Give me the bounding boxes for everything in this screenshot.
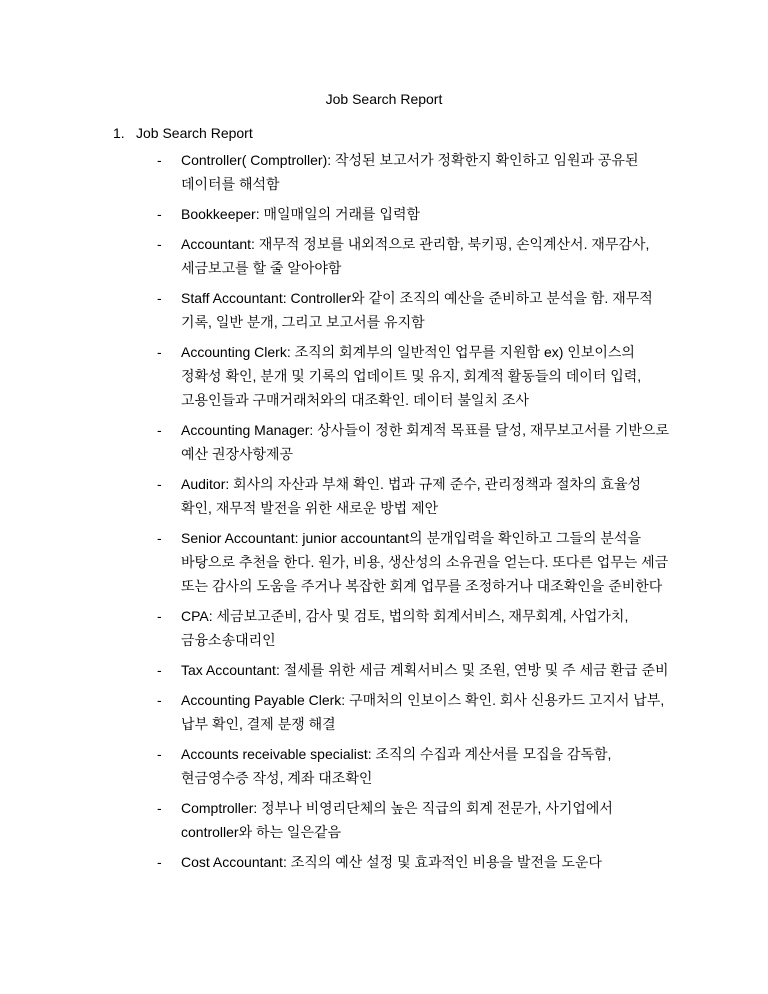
list-item-text: Controller( Comptroller): 작성된 보고서가 정확한지 확인하고 임원과 공유된 데이터를 해석함 bbox=[181, 152, 639, 192]
list-item-text: Accounts receivable specialist: 조직의 수집과 계산서를 모집을 감독함, 현금영수증 작성, 계좌 대조확인 bbox=[181, 746, 612, 786]
bullet-dash: - bbox=[157, 854, 162, 870]
document-title: Job Search Report bbox=[325, 91, 443, 107]
bullet-dash: - bbox=[157, 476, 162, 492]
bullet-dash: - bbox=[157, 206, 162, 222]
bullet-dash: - bbox=[157, 236, 162, 252]
list-item-text: Accountant: 재무적 정보를 내외적으로 관리함, 북키핑, 손익계산서. 재무감사, 세금보고를 할 줄 알아야함 bbox=[181, 236, 650, 276]
list-item bbox=[0, 340, 681, 412]
section-heading-text: Job Search Report bbox=[136, 125, 253, 141]
list-item bbox=[0, 796, 681, 844]
list-item bbox=[0, 148, 681, 196]
section-heading bbox=[113, 124, 253, 142]
bullet-dash: - bbox=[157, 152, 162, 168]
list-item-text: CPA: 세금보고준비, 감사 및 검토, 법의학 회계서비스, 재무회계, 사업가치, 금융소송대리인 bbox=[181, 608, 629, 648]
list-item bbox=[0, 604, 681, 652]
list-item-text: Comptroller: 정부나 비영리단체의 높은 직급의 회계 전문가, 사기업에서 controller와 하는 일은같음 bbox=[181, 800, 613, 840]
list-item-text: Cost Accountant: 조직의 예산 설정 및 효과적인 비용을 발전을 도운다 bbox=[181, 854, 602, 870]
bullet-dash: - bbox=[157, 662, 162, 678]
list-item-text: Tax Accountant: 절세를 위한 세금 계획서비스 및 조원, 연방 및 주 세금 환급 준비 bbox=[181, 662, 669, 678]
list-item bbox=[0, 526, 681, 598]
bullet-dash: - bbox=[157, 608, 162, 624]
section-number: 1. bbox=[113, 125, 125, 141]
list-item bbox=[0, 286, 681, 334]
bullet-dash: - bbox=[157, 692, 162, 708]
list-item-text: Senior Accountant: junior accountant의 분개입력을 확인하고 그들의 분석을 바탕으로 추천을 한다. 원가, 비용, 생산성의 소유권을 얻는다. 또다른 업무는 세금 또는 감사의 도움을 주거나 복잡한 회계 업무를 조정하거나 대조확인을 준비한다 bbox=[181, 530, 669, 594]
list-item-text: Staff Accountant: Controller와 같이 조직의 예산을 준비하고 분석을 함. 재무적 기록, 일반 분개, 그리고 보고서를 유지함 bbox=[181, 290, 653, 330]
list-item-text: Auditor: 회사의 자산과 부채 확인. 법과 규제 준수, 관리정책과 절차의 효율성 확인, 재무적 발전을 위한 새로운 방법 제안 bbox=[181, 476, 642, 516]
list-item bbox=[0, 202, 681, 226]
list-item-text: Accounting Manager: 상사들이 정한 회계적 목표를 달성, 재무보고서를 기반으로 예산 권장사항제공 bbox=[181, 422, 669, 462]
bullet-dash: - bbox=[157, 344, 162, 360]
list-item bbox=[0, 850, 681, 874]
list-item bbox=[0, 472, 681, 520]
bullet-dash: - bbox=[157, 290, 162, 306]
list-item-text: Accounting Clerk: 조직의 회계부의 일반적인 업무를 지원함 ex) 인보이스의 정확성 확인, 분개 및 기록의 업데이트 및 유지, 회계적 활동들의 데이터 입력, 고용인들과 구매거래처와의 대조확인. 데이터 불일치 조사 bbox=[181, 344, 642, 408]
list-item-text: Accounting Payable Clerk: 구매처의 인보이스 확인. 회사 신용카드 고지서 납부, 납부 확인, 결제 분쟁 해결 bbox=[181, 692, 665, 732]
bullet-dash: - bbox=[157, 800, 162, 816]
list-item bbox=[0, 232, 681, 280]
bullet-dash: - bbox=[157, 530, 162, 546]
list-item bbox=[0, 658, 681, 682]
list-item bbox=[0, 418, 681, 466]
bullet-dash: - bbox=[157, 422, 162, 438]
list-item bbox=[0, 742, 681, 790]
list-item-text: Bookkeeper: 매일매일의 거래를 입력함 bbox=[181, 206, 421, 222]
bullet-dash: - bbox=[157, 746, 162, 762]
list-item bbox=[0, 688, 681, 736]
job-role-list bbox=[0, 148, 768, 880]
